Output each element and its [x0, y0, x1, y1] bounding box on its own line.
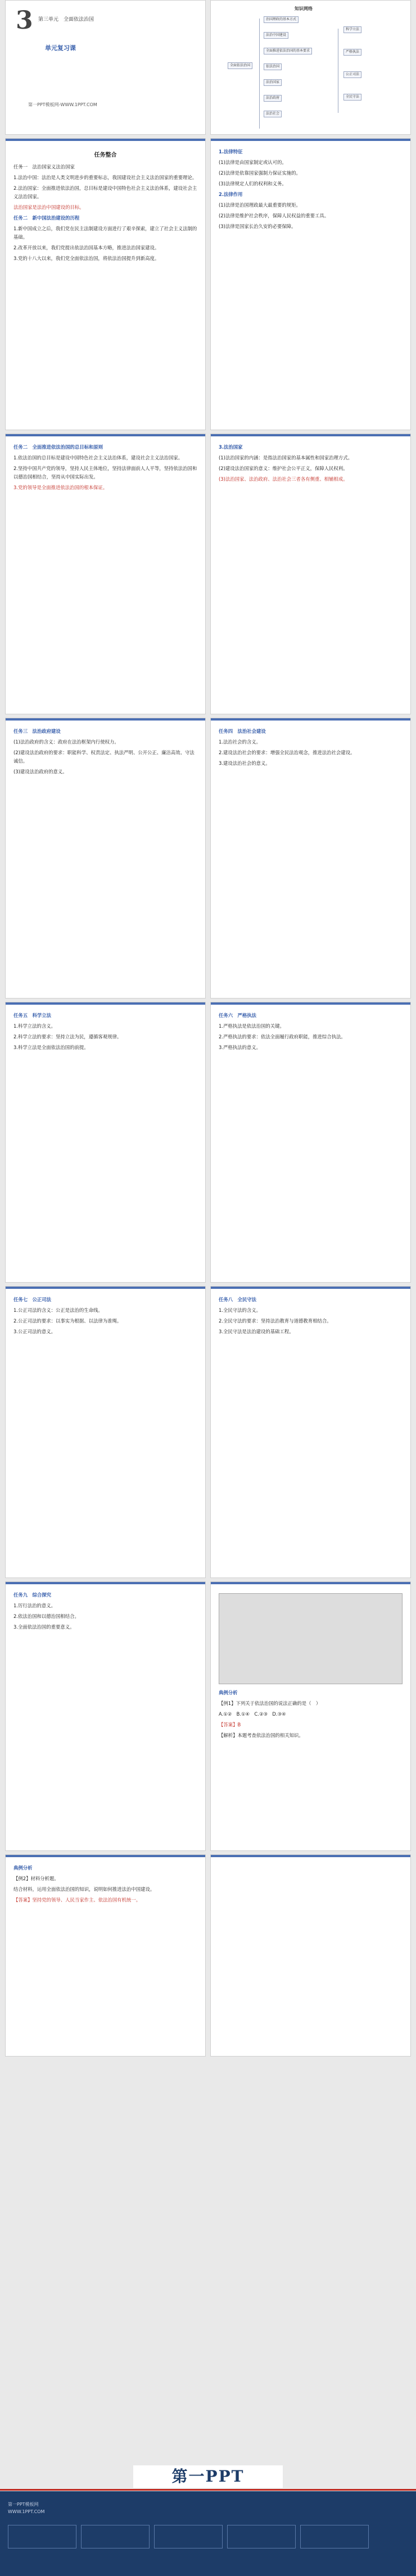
- text-line: 1.严格执法是依法治国的关键。: [219, 1023, 284, 1029]
- footer-site-url: WWW.1PPT.COM: [8, 2509, 45, 2514]
- content-slide: [210, 1854, 411, 2057]
- text-line: 3.科学立法是全面依法治国的前提。: [13, 1045, 89, 1050]
- text-line: 2.法律作用: [219, 192, 243, 197]
- brand-logo: [133, 2465, 283, 2488]
- footer-banner: [0, 2491, 416, 2576]
- text-line: (1)法律是治国理政最大最重要的规矩。: [219, 202, 301, 208]
- text-line: 1.新中国成立之后，我们党在民主法制建设方面进行了艰辛探索，建立了社会主义法制的基础。: [13, 226, 197, 240]
- mindmap-node-7: 科学立法: [343, 26, 361, 33]
- text-line: 3.全民守法是法治建设的基础工程。: [219, 1329, 294, 1334]
- text-line: A.①② B.①④ C.②③ D.③④: [219, 1711, 286, 1717]
- cover-slide: [5, 0, 206, 135]
- text-line: (2)建设法治国家的意义：维护社会公平正义，保障人民权利。: [219, 466, 348, 471]
- mindmap-node-10: 全民守法: [343, 94, 361, 101]
- slide-heading: 典例分析: [13, 1865, 33, 1871]
- footer-ad-box[interactable]: [81, 2525, 150, 2548]
- text-line: 3.党的十八大以来，我们党全面依法治国，将依法治国提升到新高度。: [13, 256, 160, 261]
- text-line: 任务一 法治国家义法治国家: [13, 164, 75, 170]
- content-slide: [210, 434, 411, 714]
- text-line: 2.坚持中国共产党的领导，坚持人民主体地位，坚持法律面前人人平等，坚持依法治国和以德治国相结合，坚持从中国实际出发。: [13, 466, 197, 480]
- mindmap-center: 全面依法治国: [228, 62, 252, 69]
- text-line: (2)法律是依靠国家强制力保证实施的。: [219, 170, 301, 176]
- mindmap-node-0: 治国理政的基本方式: [264, 16, 299, 23]
- text-line: (1)法律是由国家制定或认可的。: [219, 159, 287, 165]
- text-line: 【例1】下列关于依法治国的说法正确的是（ ）: [219, 1700, 321, 1706]
- text-line: 法治国家是法治中国建设的目标。: [13, 204, 84, 210]
- text-line: 2.公正司法的要求：以事实为根据、以法律为准绳。: [13, 1318, 122, 1324]
- text-line: 2.依法治国和以德治国相结合。: [13, 1613, 79, 1619]
- text-line: 2.严格执法的要求：依法全面履行政府职能，推进综合执法。: [219, 1034, 346, 1039]
- text-line: 【例2】材料分析题。: [13, 1876, 59, 1881]
- text-line: 2.建设法治社会的要求：增强全民法治观念，推进法治社会建设。: [219, 750, 355, 755]
- content-slide: [5, 1581, 206, 1851]
- slide-heading: 任务四 法治社会建设: [219, 728, 266, 734]
- slide-heading: 3.法治国家: [219, 444, 243, 450]
- text-line: 1.科学立法的含义。: [13, 1023, 56, 1029]
- content-slide: [5, 1854, 206, 2057]
- slide-heading: 典例分析: [219, 1690, 238, 1695]
- mindmap-node-9: 公正司法: [343, 71, 361, 78]
- footer-ad-box[interactable]: [227, 2525, 296, 2548]
- footer-ad-box[interactable]: [300, 2525, 369, 2548]
- text-line: 2.法治国家：全面推进依法治国，总目标是建设中国特色社会主义法治体系，建设社会主义法治国家。: [13, 185, 197, 199]
- slide-heading: 1.法律特征: [219, 149, 243, 154]
- text-line: 【答案】B: [219, 1722, 241, 1727]
- content-slide: [5, 718, 206, 999]
- mindmap-node-4: 法治国家: [264, 79, 282, 86]
- text-line: 1.公正司法的含义：公正是法治的生命线。: [13, 1307, 103, 1313]
- text-line: 1.法治中国：法治是人类文明进步的重要标志，我国建设社会主义法治国家的重要理论。: [13, 175, 197, 180]
- text-line: 3.严格执法的意义。: [219, 1045, 261, 1050]
- mindmap-title: 知识网络: [293, 6, 314, 12]
- text-line: (1)法治政府的含义：政府在法治框架内行使权力。: [13, 739, 119, 745]
- text-line: 2.科学立法的要求：坚持立法为民，遵循客观规律。: [13, 1034, 122, 1039]
- slide-heading: 任务三 法治政府建设: [13, 728, 61, 734]
- content-slide: [5, 434, 206, 714]
- content-slide: [210, 1581, 411, 1851]
- text-line: 3.全面依法治国的重要意义。: [13, 1624, 75, 1630]
- mindmap-node-6: 法治社会: [264, 111, 282, 117]
- mindmap-node-5: 法治政府: [264, 95, 282, 102]
- text-line: 2.全民守法的要求：坚持法治教育与道德教育相结合。: [219, 1318, 332, 1324]
- text-line: 1.厉行法治的意义。: [13, 1603, 56, 1608]
- illustration-image: [219, 1593, 403, 1684]
- mindmap-slide: [210, 0, 411, 135]
- content-slide: [5, 138, 206, 430]
- brand-logo-text: 第一PPT: [171, 2467, 245, 2486]
- slides-grid: [5, 0, 411, 2057]
- content-slide: [210, 1286, 411, 1578]
- text-line: 1.依法治国的总目标是建设中国特色社会主义法治体系，建设社会主义法治国家。: [13, 455, 183, 461]
- unit-title: 第三单元 全面依法治国: [38, 17, 94, 22]
- slide-heading: 任务七 公正司法: [13, 1297, 51, 1302]
- content-slide: [210, 1002, 411, 1283]
- brand-divider: [0, 2489, 416, 2491]
- footer-ad-box[interactable]: [154, 2525, 223, 2548]
- slide-heading: 任务整合: [94, 152, 117, 158]
- content-slide: [5, 1002, 206, 1283]
- text-line: 【解析】本题考查依法治国的相关知识。: [219, 1732, 304, 1738]
- knowledge-map: [225, 6, 400, 135]
- mindmap-node-2: 全面推进依法治国的基本要求: [264, 48, 312, 54]
- text-line: (3)法治国家、法治政府、法治社会三者各有侧重、相辅相成。: [219, 476, 348, 482]
- text-line: 3.公正司法的意义。: [13, 1329, 56, 1334]
- text-line: (3)建设法治政府的意义。: [13, 769, 67, 774]
- text-line: 3.党的领导是全面推进依法治国的根本保证。: [13, 485, 108, 490]
- unit-number: 3: [16, 6, 33, 35]
- text-line: 2.改革开放以来，我们党提出依法治国基本方略，推进法治国家建设。: [13, 245, 160, 250]
- text-line: 3.建设法治社会的意义。: [219, 760, 270, 766]
- mindmap-node-8: 严格执法: [343, 49, 361, 56]
- slide-heading: 任务二 全面推进依法治国的总目标和原则: [13, 444, 103, 450]
- footer-site-name: 第一PPT模板网: [8, 2502, 39, 2507]
- text-line: (3)法律是国家长治久安的必要保障。: [219, 224, 296, 229]
- content-slide: [210, 138, 411, 430]
- text-line: 1.法治社会的含义。: [219, 739, 261, 745]
- text-line: (1)法治国家的内涵：是指法治国家的基本属性和国家治理方式。: [219, 455, 352, 461]
- slide-heading: 任务九 综合探究: [13, 1592, 51, 1598]
- text-line: (2)建设法治政府的要求：职能科学、权责法定、执法严明、公开公正、廉洁高效、守法诚信。: [13, 750, 195, 764]
- content-slide: [210, 718, 411, 999]
- slide-heading: 任务八 全民守法: [219, 1297, 256, 1302]
- site-label: 第一PPT模板网-WWW.1PPT.COM: [28, 102, 97, 107]
- text-line: 任务二 新中国法治建设的历程: [13, 215, 80, 221]
- text-line: (3)法律规定人们的权利和义务。: [219, 181, 287, 186]
- text-line: (2)法律是维护社会秩序，保障人民权益的重要工具。: [219, 213, 329, 218]
- text-line: 1.全民守法的含义。: [219, 1307, 261, 1313]
- mindmap-node-3: 依法治国: [264, 63, 282, 70]
- slide-heading: 任务六 严格执法: [219, 1013, 256, 1018]
- mindmap-node-1: 法治中国建设: [264, 32, 288, 39]
- content-slide: [5, 1286, 206, 1578]
- text-line: 结合材料，运用全面依法治国的知识，说明如何推进法治中国建设。: [13, 1886, 155, 1892]
- footer-ad-box[interactable]: [8, 2525, 76, 2548]
- text-line: 【答案】坚持党的领导、人民当家作主、依法治国有机统一。: [13, 1897, 141, 1903]
- review-title: 单元复习课: [45, 44, 76, 52]
- slide-heading: 任务五 科学立法: [13, 1013, 51, 1018]
